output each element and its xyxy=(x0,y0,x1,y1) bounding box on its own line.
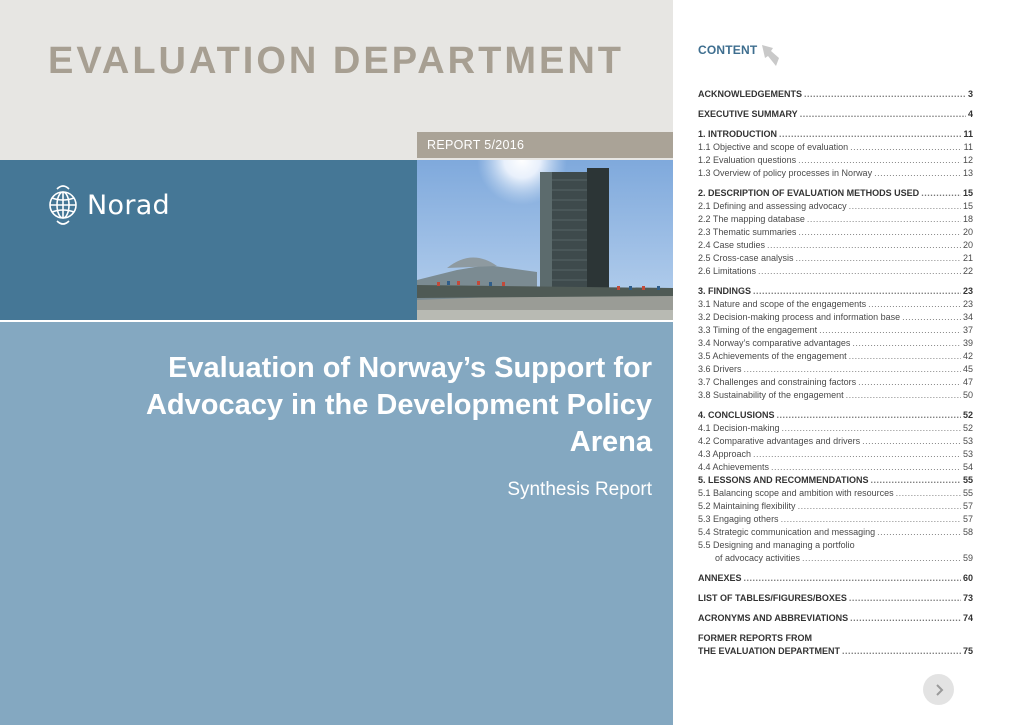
toc-entry-label: EXECUTIVE SUMMARY xyxy=(698,109,798,119)
toc-dot-leader xyxy=(849,200,961,213)
toc-dot-leader xyxy=(819,324,961,337)
toc-list xyxy=(698,88,973,658)
toc-page-number: 23 xyxy=(962,286,973,296)
toc-subsection-entry[interactable] xyxy=(698,552,973,565)
toc-entry-label: 5.1 Balancing scope and ambition with resources xyxy=(698,488,894,498)
toc-page-number: 12 xyxy=(962,155,973,165)
toc-section-entry[interactable] xyxy=(698,88,973,101)
toc-page-number: 13 xyxy=(962,168,973,178)
toc-entry-label: 3.4 Norway’s comparative advantages xyxy=(698,338,851,348)
toc-entry-label: 3.8 Sustainability of the engagement xyxy=(698,390,844,400)
toc-section-entry[interactable] xyxy=(698,572,973,585)
toc-group-gap xyxy=(698,180,973,187)
toc-dot-leader xyxy=(871,474,961,487)
toc-dot-leader xyxy=(744,572,961,585)
toc-page-number: 11 xyxy=(963,129,973,139)
toc-dot-leader xyxy=(804,88,966,101)
toc-heading: CONTENT xyxy=(698,43,758,57)
toc-dot-leader xyxy=(850,612,961,625)
toc-dot-leader xyxy=(744,363,961,376)
toc-group-gap xyxy=(698,402,973,409)
globe-logo-icon xyxy=(48,181,78,229)
report-subtitle: Synthesis Report xyxy=(507,479,652,500)
toc-page-number: 21 xyxy=(962,253,973,263)
toc-entry-label: 5. LESSONS AND RECOMMENDATIONS xyxy=(698,475,869,485)
toc-subsection-entry[interactable] xyxy=(698,167,973,180)
toc-group-gap xyxy=(698,605,973,612)
toc-dot-leader xyxy=(753,285,961,298)
toc-entry-label: 4.1 Decision-making xyxy=(698,423,780,433)
toc-page-number: 22 xyxy=(962,266,973,276)
toc-dot-leader xyxy=(781,513,961,526)
toc-page-number: 15 xyxy=(962,188,973,198)
toc-dot-leader xyxy=(868,298,961,311)
toc-dot-leader xyxy=(846,389,961,402)
toc-subsection-entry[interactable] xyxy=(698,500,973,513)
toc-subsection-entry[interactable] xyxy=(698,298,973,311)
toc-section-entry[interactable] xyxy=(698,187,973,200)
toc-page-number: 59 xyxy=(962,553,973,563)
toc-subsection-entry[interactable] xyxy=(698,226,973,239)
toc-page-number: 42 xyxy=(962,351,973,361)
toc-page-number: 75 xyxy=(962,646,973,656)
toc-page-number: 52 xyxy=(962,410,973,420)
toc-dot-leader xyxy=(874,167,961,180)
toc-subsection-entry[interactable] xyxy=(698,265,973,278)
department-title: EVALUATION DEPARTMENT xyxy=(48,40,624,82)
toc-entry-label: ACRONYMS AND ABBREVIATIONS xyxy=(698,613,849,623)
toc-subsection-entry[interactable] xyxy=(698,513,973,526)
toc-group-gap xyxy=(698,565,973,572)
toc-dot-leader xyxy=(849,350,961,363)
toc-entry-label: 2.2 The mapping database xyxy=(698,214,805,224)
toc-page-number: 47 xyxy=(962,377,973,387)
toc-entry-label: 1. INTRODUCTION xyxy=(698,129,778,139)
toc-entry-label: 3.6 Drivers xyxy=(698,364,742,374)
toc-entry-label: 2.5 Cross-case analysis xyxy=(698,253,794,263)
toc-dot-leader xyxy=(800,108,966,121)
toc-page-number: 58 xyxy=(962,527,973,537)
toc-page-number: 4 xyxy=(967,109,973,119)
table-of-contents xyxy=(673,0,1024,725)
toc-page-number: 23 xyxy=(962,299,973,309)
toc-dot-leader xyxy=(902,311,961,324)
toc-dot-leader xyxy=(798,500,961,513)
toc-page-number: 60 xyxy=(962,573,973,583)
toc-page-number: 18 xyxy=(962,214,973,224)
toc-entry-label: 1.1 Objective and scope of evaluation xyxy=(698,142,849,152)
toc-dot-leader xyxy=(767,239,961,252)
toc-subsection-entry[interactable] xyxy=(698,376,973,389)
toc-dot-leader xyxy=(753,448,961,461)
pointing-arrow-icon xyxy=(759,42,783,68)
toc-entry-label: 2.3 Thematic summaries xyxy=(698,227,797,237)
toc-group-gap xyxy=(698,278,973,285)
toc-page-number: 39 xyxy=(962,338,973,348)
toc-page-number: 50 xyxy=(962,390,973,400)
toc-entry-label: ACKNOWLEDGEMENTS xyxy=(698,89,802,99)
toc-section-entry[interactable] xyxy=(698,409,973,422)
toc-subsection-entry[interactable] xyxy=(698,435,973,448)
toc-page-number: 57 xyxy=(962,501,973,511)
toc-dot-leader xyxy=(798,154,961,167)
toc-dot-leader xyxy=(850,141,962,154)
toc-page-number: 20 xyxy=(962,240,973,250)
toc-dot-leader xyxy=(858,376,961,389)
toc-dot-leader xyxy=(852,337,961,350)
logo-band xyxy=(0,160,417,320)
toc-page-number: 54 xyxy=(962,462,973,472)
toc-entry-label: ANNEXES xyxy=(698,573,742,583)
toc-entry-label: 4.3 Approach xyxy=(698,449,752,459)
toc-page-number: 34 xyxy=(962,312,973,322)
toc-dot-leader xyxy=(807,213,961,226)
toc-group-gap xyxy=(698,625,973,632)
toc-group-gap xyxy=(698,585,973,592)
toc-subsection-entry[interactable] xyxy=(698,154,973,167)
toc-page-number: 15 xyxy=(962,201,973,211)
toc-dot-leader xyxy=(777,409,961,422)
toc-page-number: 11 xyxy=(963,142,973,152)
toc-page-number: 74 xyxy=(962,613,973,623)
toc-dot-leader xyxy=(782,422,961,435)
toc-dot-leader xyxy=(771,461,961,474)
toc-dot-leader xyxy=(896,487,961,500)
toc-page-number: 55 xyxy=(962,475,973,485)
toc-dot-leader xyxy=(779,128,961,141)
toc-subsection-entry[interactable] xyxy=(698,252,973,265)
toc-entry-label: 4.4 Achievements xyxy=(698,462,770,472)
toc-subsection-entry[interactable] xyxy=(698,539,973,552)
toc-subsection-entry[interactable] xyxy=(698,526,973,539)
toc-page-number: 37 xyxy=(962,325,973,335)
toc-dot-leader xyxy=(877,526,961,539)
toc-dot-leader xyxy=(798,226,961,239)
report-title: Evaluation of Norway’s Support for Advocacy in the Development Policy Arena xyxy=(145,352,652,458)
logo-wordmark: Norad xyxy=(87,189,171,221)
toc-subsection-entry[interactable] xyxy=(698,363,973,376)
toc-subsection-entry[interactable] xyxy=(698,350,973,363)
toc-dot-leader xyxy=(796,252,961,265)
title-panel xyxy=(0,322,673,725)
toc-dot-leader xyxy=(802,552,961,565)
toc-subsection-entry[interactable] xyxy=(698,200,973,213)
toc-entry-label: 5.4 Strategic communication and messaging xyxy=(698,527,876,537)
toc-entry-label: 1.3 Overview of policy processes in Norway xyxy=(698,168,873,178)
toc-entry-label: 3.2 Decision-making process and information base xyxy=(698,312,901,322)
toc-dot-leader xyxy=(921,187,961,200)
toc-subsection-entry[interactable] xyxy=(698,422,973,435)
toc-dot-leader xyxy=(849,592,961,605)
toc-entry-label: 3.7 Challenges and constraining factors xyxy=(698,377,857,387)
toc-subsection-entry[interactable] xyxy=(698,448,973,461)
toc-entry-label: 2.6 Limitations xyxy=(698,266,757,276)
toc-section-entry[interactable] xyxy=(698,108,973,121)
toc-group-gap xyxy=(698,121,973,128)
toc-entry-label: 2.4 Case studies xyxy=(698,240,766,250)
toc-page-number: 53 xyxy=(962,436,973,446)
toc-section-entry[interactable] xyxy=(698,285,973,298)
toc-entry-label: 2. DESCRIPTION OF EVALUATION METHODS USED xyxy=(698,188,920,198)
toc-subsection-entry[interactable] xyxy=(698,487,973,500)
toc-entry-label: of advocacy activities xyxy=(715,553,801,563)
next-page-button[interactable] xyxy=(923,674,954,705)
toc-dot-leader xyxy=(842,645,961,658)
toc-subsection-entry[interactable] xyxy=(698,389,973,402)
toc-entry-label: 5.5 Designing and managing a portfolio xyxy=(698,540,855,550)
toc-section-entry[interactable] xyxy=(698,612,973,625)
toc-entry-label: THE EVALUATION DEPARTMENT xyxy=(698,646,840,656)
toc-subsection-entry[interactable] xyxy=(698,337,973,350)
un-building-photo xyxy=(417,160,673,320)
toc-subsection-entry[interactable] xyxy=(698,239,973,252)
toc-page-number: 57 xyxy=(962,514,973,524)
toc-page-number: 3 xyxy=(967,89,973,99)
toc-subsection-entry[interactable] xyxy=(698,311,973,324)
report-number-bar: REPORT 5/2016 xyxy=(417,132,673,158)
toc-dot-leader xyxy=(758,265,961,278)
toc-section-entry[interactable] xyxy=(698,474,973,487)
toc-entry-label: 1.2 Evaluation questions xyxy=(698,155,797,165)
toc-entry-label: 5.2 Maintaining flexibility xyxy=(698,501,796,511)
toc-entry-label: 3. FINDINGS xyxy=(698,286,752,296)
toc-entry-label: 4. CONCLUSIONS xyxy=(698,410,775,420)
toc-group-gap xyxy=(698,101,973,108)
toc-entry-label: LIST OF TABLES/FIGURES/BOXES xyxy=(698,593,847,603)
toc-subsection-entry[interactable] xyxy=(698,461,973,474)
toc-section-entry[interactable] xyxy=(698,128,973,141)
toc-subsection-entry[interactable] xyxy=(698,213,973,226)
toc-section-entry[interactable] xyxy=(698,592,973,605)
toc-page-number: 73 xyxy=(962,593,973,603)
toc-page-number: 52 xyxy=(962,423,973,433)
toc-section-entry[interactable] xyxy=(698,645,973,658)
toc-entry-label: 2.1 Defining and assessing advocacy xyxy=(698,201,847,211)
toc-entry-label: 3.3 Timing of the engagement xyxy=(698,325,818,335)
toc-page-number: 45 xyxy=(962,364,973,374)
toc-entry-label: 3.1 Nature and scope of the engagements xyxy=(698,299,867,309)
toc-entry-label: 4.2 Comparative advantages and drivers xyxy=(698,436,861,446)
toc-entry-label: 3.5 Achievements of the engagement xyxy=(698,351,847,361)
toc-page-number: 55 xyxy=(962,488,973,498)
chevron-right-icon xyxy=(932,683,946,697)
toc-page-number: 20 xyxy=(962,227,973,237)
toc-entry-label: FORMER REPORTS FROM xyxy=(698,633,812,643)
toc-entry-label: 5.3 Engaging others xyxy=(698,514,779,524)
toc-dot-leader xyxy=(862,435,961,448)
norad-logo xyxy=(48,181,170,229)
toc-subsection-entry[interactable] xyxy=(698,324,973,337)
toc-subsection-entry[interactable] xyxy=(698,141,973,154)
toc-page-number: 53 xyxy=(962,449,973,459)
toc-section-entry[interactable] xyxy=(698,632,973,645)
